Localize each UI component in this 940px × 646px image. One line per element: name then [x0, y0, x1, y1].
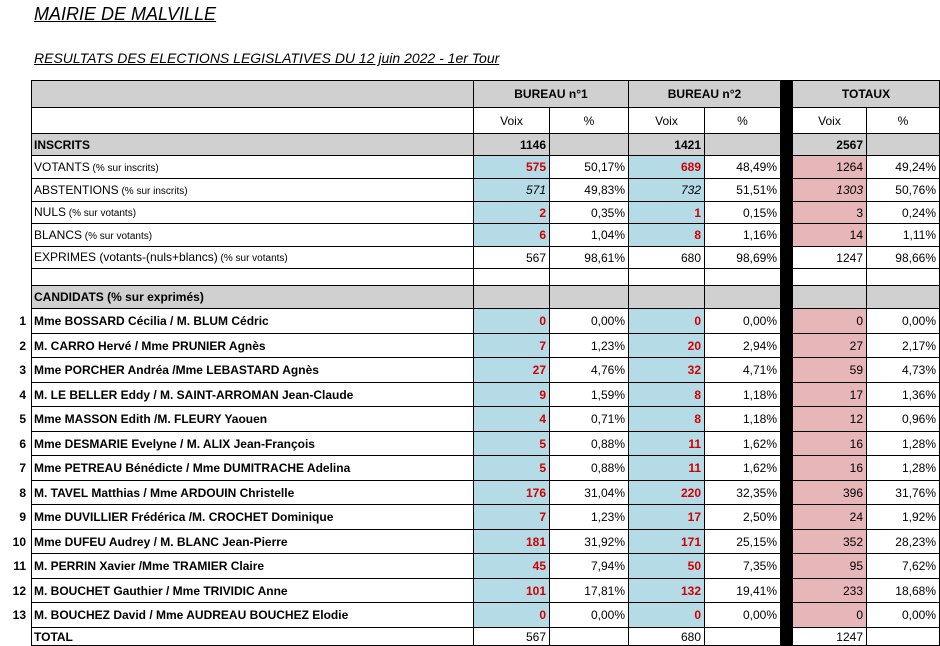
candidate-b1-pct: 0,00% [549, 308, 629, 334]
stat-b2-pct: 1,16% [704, 223, 781, 247]
subheader-pct: % [704, 107, 781, 134]
candidate-tot-pct: 2,17% [866, 333, 940, 358]
candidate-b1-voix: 7 [473, 333, 550, 358]
stat-b2-voix: 8 [628, 223, 705, 247]
row-note: (% sur votants) [82, 230, 153, 242]
stat-b2-voix: 689 [628, 155, 705, 179]
stat-row-label [31, 178, 474, 202]
candidate-b1-voix: 5 [473, 431, 550, 456]
candidate-name: M. PERRIN Xavier /Mme TRAMIER Claire [31, 553, 474, 579]
stat-tot-voix: 14 [792, 223, 867, 247]
candidate-number: 7 [19, 461, 26, 475]
candidats-header-cell [549, 285, 629, 309]
candidate-name: M. TAVEL Matthias / Mme ARDOUIN Christelle [31, 480, 474, 505]
candidate-tot-voix: 24 [792, 504, 867, 530]
stat-b1-voix: 567 [473, 246, 550, 269]
spacer-cell [628, 268, 705, 286]
candidate-tot-pct: 1,28% [866, 431, 940, 456]
candidats-header-cell [628, 285, 705, 309]
row-label: BLANCS [34, 227, 83, 242]
stat-tot-voix: 1264 [792, 155, 867, 179]
stat-tot-pct: 1,11% [866, 223, 940, 247]
spacer-cell [473, 268, 550, 286]
candidate-b2-voix: 11 [628, 455, 705, 481]
candidate-b2-voix: 8 [628, 406, 705, 432]
spacer-cell [31, 268, 474, 286]
stat-tot-pct: 49,24% [866, 155, 940, 179]
candidate-number: 2 [19, 339, 26, 353]
candidate-name: M. BOUCHEZ David / Mme AUDREAU BOUCHEZ Elodie [31, 602, 474, 628]
row-label: ABSTENTIONS [34, 182, 119, 197]
candidats-note: (% sur exprimés) [103, 290, 204, 304]
candidats-header-cell [792, 285, 867, 309]
stat-row-label [31, 155, 474, 179]
candidate-b2-voix: 17 [628, 504, 705, 530]
candidate-tot-pct: 28,23% [866, 529, 940, 554]
stat-b2-pct: 0,15% [704, 201, 781, 224]
candidate-b2-voix: 32 [628, 357, 705, 383]
inscrits-b2-pct [704, 133, 781, 156]
header-bureau-1: BUREAU n°1 [473, 80, 629, 108]
candidate-b1-pct: 1,23% [549, 504, 629, 530]
candidate-b2-pct: 1,18% [704, 382, 781, 407]
candidate-name: Mme DESMARIE Evelyne / M. ALIX Jean-François [31, 431, 474, 456]
inscrits-b1: 1146 [473, 133, 550, 156]
candidate-b1-pct: 0,00% [549, 602, 629, 628]
candidate-number: 6 [19, 437, 26, 451]
candidate-name: Mme MASSON Edith /M. FLEURY Yaouen [31, 406, 474, 432]
total-b2: 680 [628, 627, 705, 646]
stat-b2-pct: 51,51% [704, 178, 781, 202]
stat-b2-pct: 48,49% [704, 155, 781, 179]
stat-b1-pct: 49,83% [549, 178, 629, 202]
candidats-header-cell [704, 285, 781, 309]
candidate-tot-pct: 0,96% [866, 406, 940, 432]
candidate-b2-pct: 25,15% [704, 529, 781, 554]
page-subtitle: RESULTATS DES ELECTIONS LEGISLATIVES DU 12 juin 2022 - 1er Tour [34, 50, 500, 66]
candidate-tot-pct: 18,68% [866, 578, 940, 603]
inscrits-tot: 2567 [792, 133, 867, 156]
candidate-tot-pct: 1,36% [866, 382, 940, 407]
candidate-b1-voix: 5 [473, 455, 550, 481]
candidate-number: 3 [19, 363, 26, 377]
candidate-b1-pct: 31,04% [549, 480, 629, 505]
subheader-voix: Voix [473, 107, 550, 134]
stat-row-label [31, 201, 474, 224]
subheader-pct: % [866, 107, 940, 134]
subheader-voix: Voix [628, 107, 705, 134]
stat-b1-voix: 2 [473, 201, 550, 224]
candidate-b2-pct: 4,71% [704, 357, 781, 383]
candidate-b1-voix: 45 [473, 553, 550, 579]
candidate-name: M. BOUCHET Gauthier / Mme TRIVIDIC Anne [31, 578, 474, 603]
candidate-name: Mme PETREAU Bénédicte / Mme DUMITRACHE Adelina [31, 455, 474, 481]
candidate-tot-voix: 12 [792, 406, 867, 432]
candidate-b1-pct: 4,76% [549, 357, 629, 383]
candidate-b1-voix: 0 [473, 308, 550, 334]
row-note: (% sur votants) [66, 208, 137, 219]
spacer-cell [866, 268, 940, 286]
candidate-b2-voix: 0 [628, 308, 705, 334]
candidate-b1-pct: 0,88% [549, 455, 629, 481]
candidate-number: 10 [12, 535, 26, 549]
candidate-name: Mme BOSSARD Cécilia / M. BLUM Cédric [31, 308, 474, 334]
candidate-tot-pct: 7,62% [866, 553, 940, 579]
candidate-tot-voix: 59 [792, 357, 867, 383]
candidate-tot-voix: 95 [792, 553, 867, 579]
inscrits-b2: 1421 [628, 133, 705, 156]
header-bureau-2: BUREAU n°2 [628, 80, 781, 108]
candidats-header-cell [866, 285, 940, 309]
candidate-b2-pct: 0,00% [704, 602, 781, 628]
stat-b1-voix: 571 [473, 178, 550, 202]
subheader-blank [31, 107, 474, 134]
candidate-b2-pct: 2,94% [704, 333, 781, 358]
candidate-b2-pct: 1,18% [704, 406, 781, 432]
candidate-number: 8 [19, 486, 26, 500]
candidate-tot-voix: 16 [792, 455, 867, 481]
candidate-b2-pct: 2,50% [704, 504, 781, 530]
total-tot-pct [866, 627, 940, 646]
total-b2-pct [704, 627, 781, 646]
stat-b2-voix: 680 [628, 246, 705, 269]
candidate-name: M. CARRO Hervé / Mme PRUNIER Agnès [31, 333, 474, 358]
inscrits-label: INSCRITS [31, 133, 474, 156]
stat-b1-pct: 0,35% [549, 201, 629, 224]
stat-b1-pct: 1,04% [549, 223, 629, 247]
row-label: NULS [34, 205, 67, 219]
header-totaux: TOTAUX [792, 80, 940, 108]
inscrits-b1-pct [549, 133, 629, 156]
candidate-b1-voix: 176 [473, 480, 550, 505]
candidate-b2-pct: 0,00% [704, 308, 781, 334]
candidate-b1-pct: 0,71% [549, 406, 629, 432]
candidate-number: 11 [13, 559, 26, 573]
candidate-tot-pct: 1,28% [866, 455, 940, 481]
candidate-b1-voix: 9 [473, 382, 550, 407]
stat-b1-voix: 575 [473, 155, 550, 179]
candidate-name: Mme DUFEU Audrey / M. BLANC Jean-Pierre [31, 529, 474, 554]
subheader-voix: Voix [792, 107, 867, 134]
row-note: (% sur inscrits) [118, 185, 188, 197]
candidate-b2-voix: 50 [628, 553, 705, 579]
candidate-b2-voix: 11 [628, 431, 705, 456]
stat-tot-voix: 1247 [792, 246, 867, 269]
candidate-b1-voix: 4 [473, 406, 550, 432]
candidate-b1-voix: 0 [473, 602, 550, 628]
stat-b2-voix: 1 [628, 201, 705, 224]
candidate-tot-pct: 0,00% [866, 602, 940, 628]
candidate-tot-voix: 0 [792, 308, 867, 334]
stat-tot-pct: 98,66% [866, 246, 940, 269]
candidate-tot-voix: 16 [792, 431, 867, 456]
spacer-cell [704, 268, 781, 286]
candidate-name: M. LE BELLER Eddy / M. SAINT-ARROMAN Jean-Claude [31, 382, 474, 407]
total-tot: 1247 [792, 627, 867, 646]
candidate-tot-pct: 0,00% [866, 308, 940, 334]
stat-b1-pct: 98,61% [549, 246, 629, 269]
spacer-cell [549, 268, 629, 286]
stat-b2-pct: 98,69% [704, 246, 781, 269]
candidate-b2-voix: 132 [628, 578, 705, 603]
candidats-label: CANDIDATS [34, 290, 104, 304]
candidate-b2-voix: 171 [628, 529, 705, 554]
candidate-tot-voix: 352 [792, 529, 867, 554]
stat-row-label [31, 223, 474, 247]
candidate-b2-voix: 0 [628, 602, 705, 628]
total-b1: 567 [473, 627, 550, 646]
stat-row-label [31, 246, 474, 269]
stat-tot-pct: 50,76% [866, 178, 940, 202]
candidate-b1-voix: 101 [473, 578, 550, 603]
page-title: MAIRIE DE MALVILLE [34, 4, 217, 24]
candidate-b1-pct: 31,92% [549, 529, 629, 554]
candidate-number: 5 [19, 412, 26, 426]
candidate-b2-pct: 1,62% [704, 431, 781, 456]
row-note: (% sur inscrits) [89, 162, 159, 174]
candidate-tot-voix: 396 [792, 480, 867, 505]
row-note: (% sur votants) [217, 253, 288, 264]
candidate-b1-pct: 0,88% [549, 431, 629, 456]
stat-b2-voix: 732 [628, 178, 705, 202]
stat-tot-voix: 1303 [792, 178, 867, 202]
inscrits-tot-pct [866, 133, 940, 156]
candidate-b2-voix: 220 [628, 480, 705, 505]
candidats-header [31, 285, 474, 309]
candidate-b1-pct: 17,81% [549, 578, 629, 603]
candidate-b2-pct: 32,35% [704, 480, 781, 505]
candidate-b2-voix: 8 [628, 382, 705, 407]
candidate-number: 1 [19, 314, 26, 328]
header-blank [31, 80, 474, 108]
candidate-b1-pct: 1,23% [549, 333, 629, 358]
candidate-b2-pct: 7,35% [704, 553, 781, 579]
candidate-tot-voix: 0 [792, 602, 867, 628]
candidate-number: 12 [12, 584, 26, 598]
candidate-b1-voix: 7 [473, 504, 550, 530]
column-divider [780, 80, 792, 646]
candidate-number: 13 [12, 608, 26, 622]
candidate-b2-pct: 1,62% [704, 455, 781, 481]
row-label: EXPRIMES (votants-(nuls+blancs) [34, 250, 218, 264]
candidate-tot-voix: 233 [792, 578, 867, 603]
total-label: TOTAL [31, 627, 474, 646]
candidate-number: 9 [19, 510, 26, 524]
candidate-name: Mme PORCHER Andréa /Mme LEBASTARD Agnès [31, 357, 474, 383]
candidate-tot-pct: 4,73% [866, 357, 940, 383]
candidats-header-cell [473, 285, 550, 309]
candidate-b1-pct: 1,59% [549, 382, 629, 407]
stat-tot-voix: 3 [792, 201, 867, 224]
stat-b1-voix: 6 [473, 223, 550, 247]
candidate-name: Mme DUVILLIER Frédérica /M. CROCHET Dominique [31, 504, 474, 530]
candidate-b1-voix: 181 [473, 529, 550, 554]
stat-tot-pct: 0,24% [866, 201, 940, 224]
candidate-b1-voix: 27 [473, 357, 550, 383]
spacer-cell [792, 268, 867, 286]
subheader-pct: % [549, 107, 629, 134]
candidate-b2-pct: 19,41% [704, 578, 781, 603]
candidate-tot-pct: 31,76% [866, 480, 940, 505]
row-label: VOTANTS [34, 159, 90, 174]
candidate-b1-pct: 7,94% [549, 553, 629, 579]
candidate-tot-voix: 17 [792, 382, 867, 407]
candidate-number: 4 [19, 388, 26, 402]
total-b1-pct [549, 627, 629, 646]
candidate-tot-pct: 1,92% [866, 504, 940, 530]
candidate-tot-voix: 27 [792, 333, 867, 358]
stat-b1-pct: 50,17% [549, 155, 629, 179]
candidate-b2-voix: 20 [628, 333, 705, 358]
